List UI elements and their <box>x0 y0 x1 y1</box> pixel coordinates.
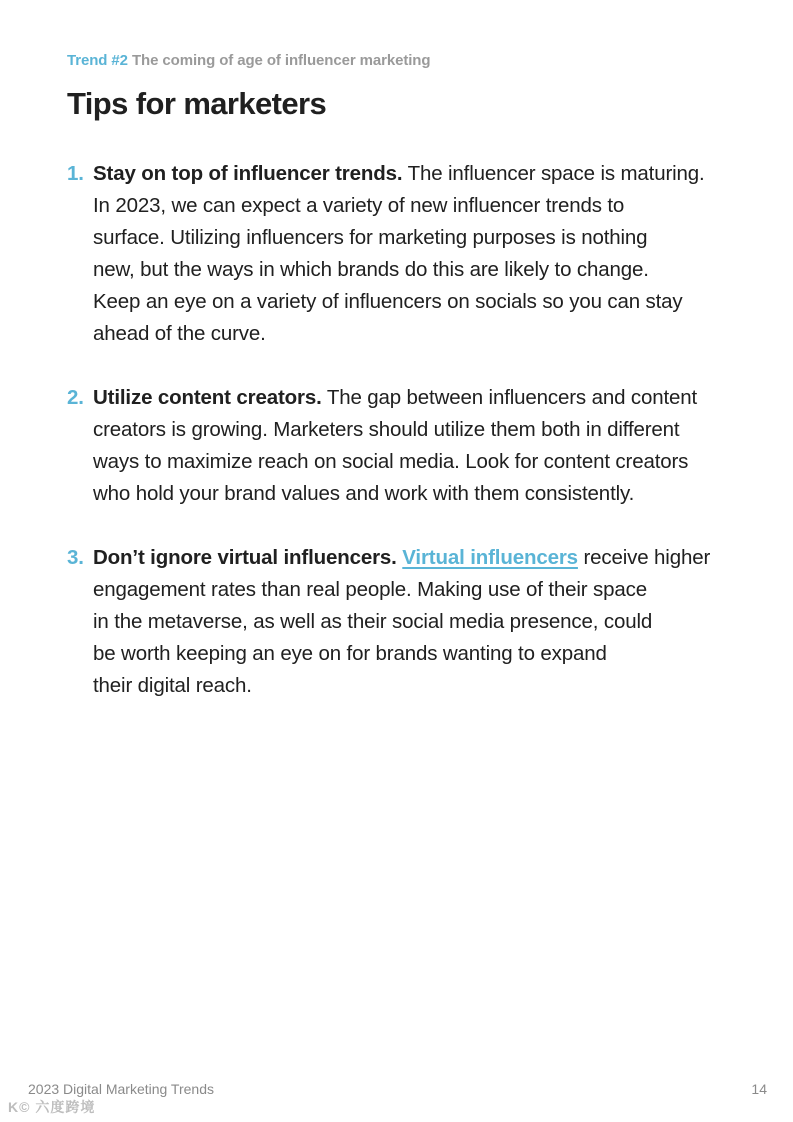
watermark-logo: K© 六度跨境 <box>8 1099 96 1115</box>
tip-text: receive higher <box>577 546 711 569</box>
footer-publication: 2023 Digital Marketing Trends <box>28 1081 214 1097</box>
trend-label: Trend #2 <box>67 52 128 69</box>
tip-text: new, but the ways in which brands do this are likely to change. <box>93 258 649 281</box>
tip-number: 2. <box>67 386 84 409</box>
page-number: 14 <box>751 1081 767 1097</box>
tip-text: surface. Utilizing influencers for marketing purposes is nothing <box>93 226 648 249</box>
virtual-influencers-link[interactable]: Virtual influencers <box>402 546 578 569</box>
tip-text: ways to maximize reach on social media. Look for content creators <box>93 450 689 473</box>
tip-text: in the metaverse, as well as their social media presence, could <box>93 610 653 633</box>
trend-subtitle: The coming of age of influencer marketing <box>131 52 431 69</box>
tip-text: Keep an eye on a variety of influencers on socials so you can stay <box>93 290 683 313</box>
tip-text: be worth keeping an eye on for brands wanting to expand <box>93 642 607 665</box>
tip-text: The influencer space is maturing. <box>402 162 705 185</box>
tip-lead: Utilize content creators. <box>93 386 322 409</box>
tip-number: 1. <box>67 162 84 185</box>
tip-item-2 <box>67 382 737 510</box>
tip-text: their digital reach. <box>93 674 252 697</box>
tip-text: In 2023, we can expect a variety of new influencer trends to <box>93 194 625 217</box>
section-eyebrow <box>67 52 430 69</box>
tip-item-3 <box>67 542 737 702</box>
tip-text: The gap between influencers and content <box>321 386 698 409</box>
tip-number: 3. <box>67 546 84 569</box>
tip-text: creators is growing. Marketers should utilize them both in different <box>93 418 680 441</box>
tip-text: who hold your brand values and work with them consistently. <box>93 482 635 505</box>
tip-text: ahead of the curve. <box>93 322 266 345</box>
tips-list <box>67 158 737 734</box>
tip-item-1 <box>67 158 737 350</box>
page-title: Tips for marketers <box>67 86 327 121</box>
tip-lead: Don’t ignore virtual influencers. <box>93 546 397 569</box>
tip-text: engagement rates than real people. Making use of their space <box>93 578 647 601</box>
tip-lead: Stay on top of influencer trends. <box>93 162 403 185</box>
